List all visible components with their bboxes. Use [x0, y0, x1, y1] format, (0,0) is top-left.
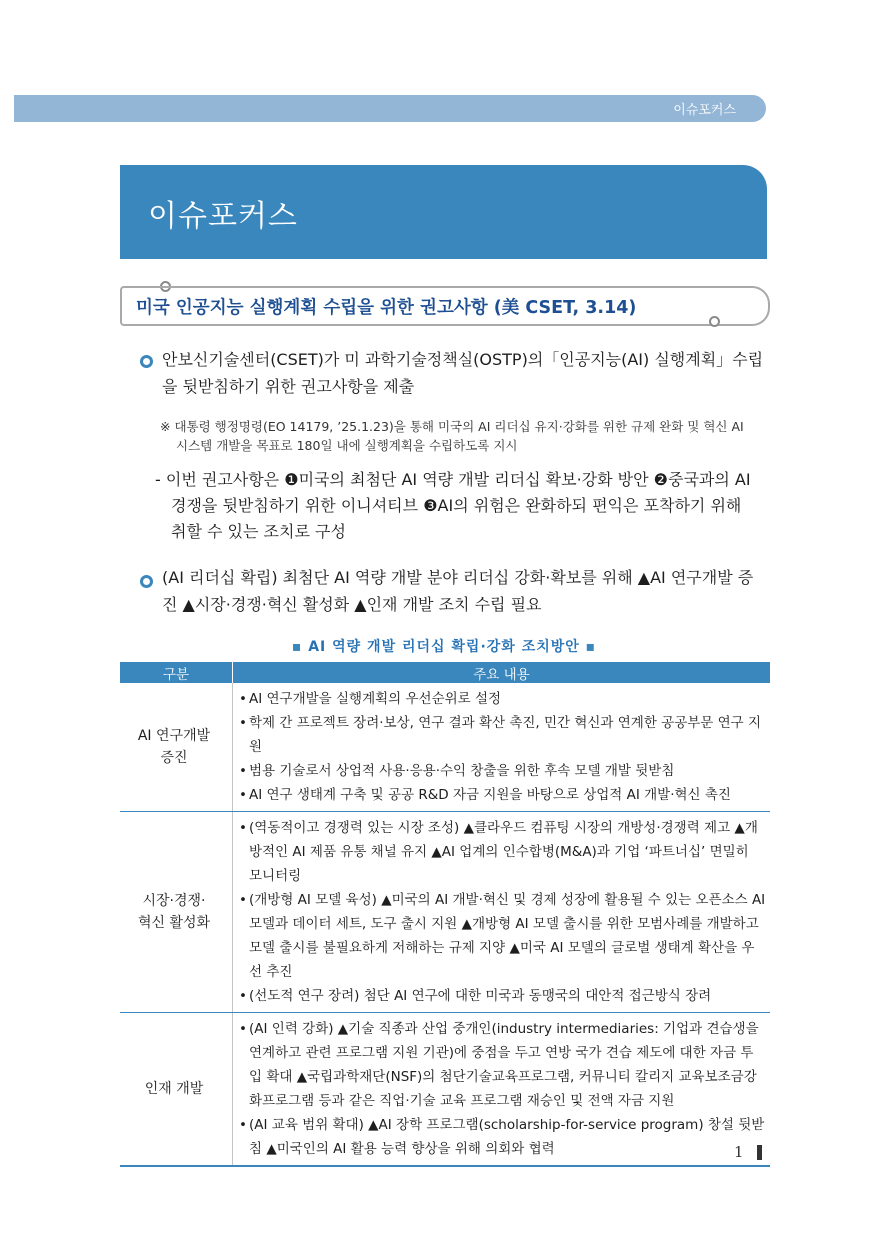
dash-line: - 이번 권고사항은 ❶미국의 최첨단 AI 역량 개발 리더십 확보·강화 방안 ❷중국과의 AI	[155, 470, 751, 489]
hero-banner	[120, 165, 767, 259]
table-header-cell: 주요 내용	[233, 662, 771, 683]
note-line: 시스템 개발을 목표로 180일 내에 실행계획을 수립하도록 지시	[176, 438, 518, 453]
list-item: • 학제 간 프로젝트 장려·보상, 연구 결과 확산 촉진, 민간 혁신과 연계한 공공부문 연구 지원	[233, 711, 766, 759]
table-row	[120, 683, 770, 812]
category-cell	[120, 683, 233, 812]
category-line: 증진	[160, 750, 188, 766]
note-line: ※ 대통령 행정명령(EO 14179, ’25.1.23)을 통해 미국의 AI 리더십 유지·강화를 위한 규제 완화 및 혁신 AI	[160, 419, 744, 434]
content-cell	[233, 683, 771, 812]
content-cell	[233, 812, 771, 1013]
bullet-circle-icon	[140, 575, 153, 588]
table-caption	[0, 636, 888, 656]
table-row	[120, 1013, 770, 1167]
dash-line: 경쟁을 뒷받침하기 위한 이니셔티브 ❸AI의 위험은 완화하되 편익은 포착하기 위해	[171, 496, 742, 515]
page-title: 이슈포커스	[148, 199, 298, 234]
category-cell	[120, 812, 233, 1013]
table-caption-text: AI 역량 개발 리더십 확립·강화 조치방안	[308, 639, 580, 655]
bullet-circle-icon	[140, 355, 153, 368]
table-header-row	[120, 662, 770, 683]
caption-right-mark: ▪	[585, 639, 597, 655]
category-line: 혁신 활성화	[137, 915, 211, 931]
bullet-paragraph-1: 안보신기술센터(CSET)가 미 과학기술정책실(OSTP)의「인공지능(AI) 실행계획」수립을 뒷받침하기 위한 권고사항을 제출	[162, 350, 764, 396]
page-bar-mark	[757, 1145, 762, 1160]
top-band	[14, 95, 766, 122]
category-cell	[120, 1013, 233, 1167]
list-item: • AI 연구개발을 실행계획의 우선순위로 설정	[233, 687, 766, 711]
category-line: 시장·경쟁·	[142, 893, 206, 909]
list-item: • (AI 교육 범위 확대) ▲AI 장학 프로그램(scholarship-for-service program) 창설 뒷받침 ▲미국인의 AI 활용 능력 향상을 위해 의회와 협력	[233, 1113, 766, 1161]
list-item: • (선도적 연구 장려) 첨단 AI 연구에 대한 미국과 동맹국의 대안적 접근방식 장려	[233, 984, 766, 1008]
content-cell	[233, 1013, 771, 1167]
section-dot-right	[709, 316, 720, 327]
list-item: • (AI 인력 강화) ▲기술 직종과 산업 중개인(industry intermediaries: 기업과 견습생을 연계하고 관련 프로그램 지원 기관)에 중점을 두고 연방 국가 견습 제도에 대한 자금 투입 확대 ▲국립과학재단(NSF)의 첨단기술교육프로그램, 커뮤니티 칼리지 교육보조금강화프로그램 등과 같은 직업·기술 교육 프로그램 재승인 및 전액 자금 지원	[233, 1017, 766, 1113]
measures-table	[120, 662, 770, 1167]
dash-line: 취할 수 있는 조치로 구성	[171, 522, 346, 541]
caption-left-mark: ▪	[291, 639, 303, 655]
category-line: 인재 개발	[144, 1081, 204, 1097]
note-block	[160, 417, 768, 455]
dash-paragraph	[155, 467, 768, 545]
table-header-cell: 구분	[120, 662, 233, 683]
bullet-paragraph-2: (AI 리더십 확립) 최첨단 AI 역량 개발 분야 리더십 강화·확보를 위해 ▲AI 연구개발 증진 ▲시장·경쟁·혁신 활성화 ▲인재 개발 조치 수립 필요	[162, 568, 754, 614]
section-header	[120, 286, 770, 326]
page-number: 1	[734, 1143, 744, 1161]
list-item: • 범용 기술로서 상업적 사용·응용·수익 창출을 위한 후속 모델 개발 뒷받침	[233, 759, 766, 783]
category-line: AI 연구개발	[137, 728, 211, 744]
section-title: 미국 인공지능 실행계획 수립을 위한 권고사항 (美 CSET, 3.14)	[136, 298, 637, 318]
list-item: • (역동적이고 경쟁력 있는 시장 조성) ▲클라우드 컴퓨팅 시장의 개방성·경쟁력 제고 ▲개방적인 AI 제품 유통 채널 유지 ▲AI 업계의 인수합병(M&A)과 기업 ‘파트너십’ 면밀히 모니터링	[233, 816, 766, 888]
table-row	[120, 812, 770, 1013]
band-label: 이슈포커스	[673, 103, 736, 118]
list-item: • AI 연구 생태계 구축 및 공공 R&D 자금 지원을 바탕으로 상업적 AI 개발·혁신 촉진	[233, 783, 766, 807]
list-item: • (개방형 AI 모델 육성) ▲미국의 AI 개발·혁신 및 경제 성장에 활용될 수 있는 오픈소스 AI 모델과 데이터 세트, 도구 출시 지원 ▲개방형 AI 모델 출시를 위한 모범사례를 개발하고 모델 출시를 불필요하게 저해하는 규제 지양 ▲미국 AI 모델의 글로벌 생태계 확산을 우선 추진	[233, 888, 766, 984]
